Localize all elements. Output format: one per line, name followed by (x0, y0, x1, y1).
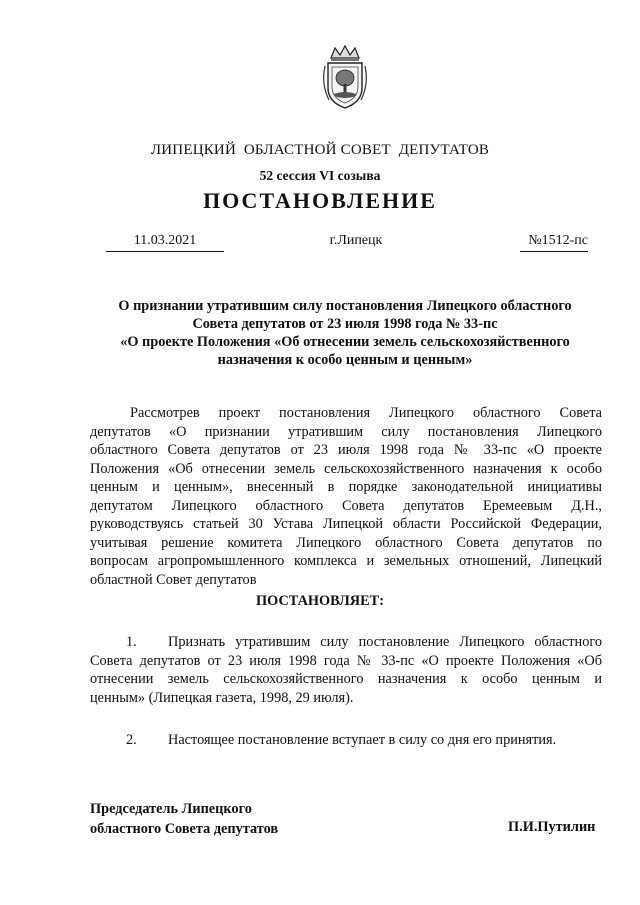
position-line: Председатель Липецкого (90, 801, 252, 817)
paragraph-line: отнесении земель сельскохозяйственного назначения к особо ценным и (90, 671, 602, 687)
document-title (90, 297, 600, 369)
title-line: назначения к особо ценным и ценным» (217, 352, 473, 368)
resolution-item-2 (90, 731, 602, 750)
item-first-line (90, 731, 602, 750)
title-line: Совета депутатов от 23 июля 1998 года № 33-пс (192, 316, 498, 332)
preamble-paragraph (90, 404, 602, 589)
title-line: О признании утратившим силу постановления Липецкого областного (118, 298, 572, 314)
document-date: 11.03.2021 (106, 233, 224, 252)
item-number: 2. (126, 732, 137, 748)
coat-of-arms-emblem (317, 44, 373, 112)
council-name: ЛИПЕЦКИЙ ОБЛАСТНОЙ СОВЕТ ДЕПУТАТОВ (150, 142, 490, 158)
position-line: областного Совета депутатов (90, 821, 279, 837)
title-line: «О проекте Положения «Об отнесении земель сельскохозяйственного (120, 334, 570, 350)
paragraph-line: областного Совета депутатов от 23 июля 1998 года № 33-пс «О проекте (90, 442, 602, 458)
item-first-line (90, 633, 602, 652)
item-text: Признать утратившим силу постановление Липецкого областного (168, 634, 602, 650)
resolves-heading: ПОСТАНОВЛЯЕТ: (256, 593, 384, 609)
paragraph-line: ценным и ценным», внесенный в порядке законодательной инициативы (90, 479, 602, 495)
shield-icon (328, 63, 362, 108)
paragraph-line: учитывая решение комитета Липецкого областного Совета депутатов по (90, 534, 602, 551)
document-number: №1512-пс (520, 233, 588, 252)
paragraph-line: вопросам агропромышленного комплекса и земельных отношений, Липецкий (90, 553, 602, 569)
document-city: г.Липецк (329, 233, 383, 248)
signatory-position (90, 799, 278, 839)
paragraph-line: руководствуясь статьей 30 Устава Липецкой области Российской Федерации, (90, 516, 602, 532)
paragraph-line: депутатом Липецкого областного Совета депутатов Еремеевым Д.Н., (90, 497, 602, 514)
crown-icon (331, 46, 359, 60)
paragraph-line: Рассмотрев проект постановления Липецкого областного Совета (130, 405, 602, 421)
signatory-name: П.И.Путилин (508, 819, 596, 835)
paragraph-line: ценным» (Липецкая газета, 1998, 29 июля). (90, 689, 354, 706)
paragraph-line: депутатов «О признании утратившим силу постановления Липецкого (90, 423, 602, 440)
paragraph-line: областной Совет депутатов (90, 571, 257, 588)
item-number: 1. (126, 634, 137, 650)
resolution-item-1 (90, 633, 602, 707)
document-type-heading: ПОСТАНОВЛЕНИЕ (203, 188, 437, 213)
item-text: Настоящее постановление вступает в силу со дня его принятия. (168, 732, 557, 748)
paragraph-line: Положения «Об отнесении земель сельскохозяйственного назначения к особо (90, 460, 602, 477)
session-label: 52 сессия VI созыва (259, 168, 381, 183)
paragraph-line: Совета депутатов от 23 июля 1998 года № 33-пс «О проекте Положения «Об (90, 652, 602, 669)
